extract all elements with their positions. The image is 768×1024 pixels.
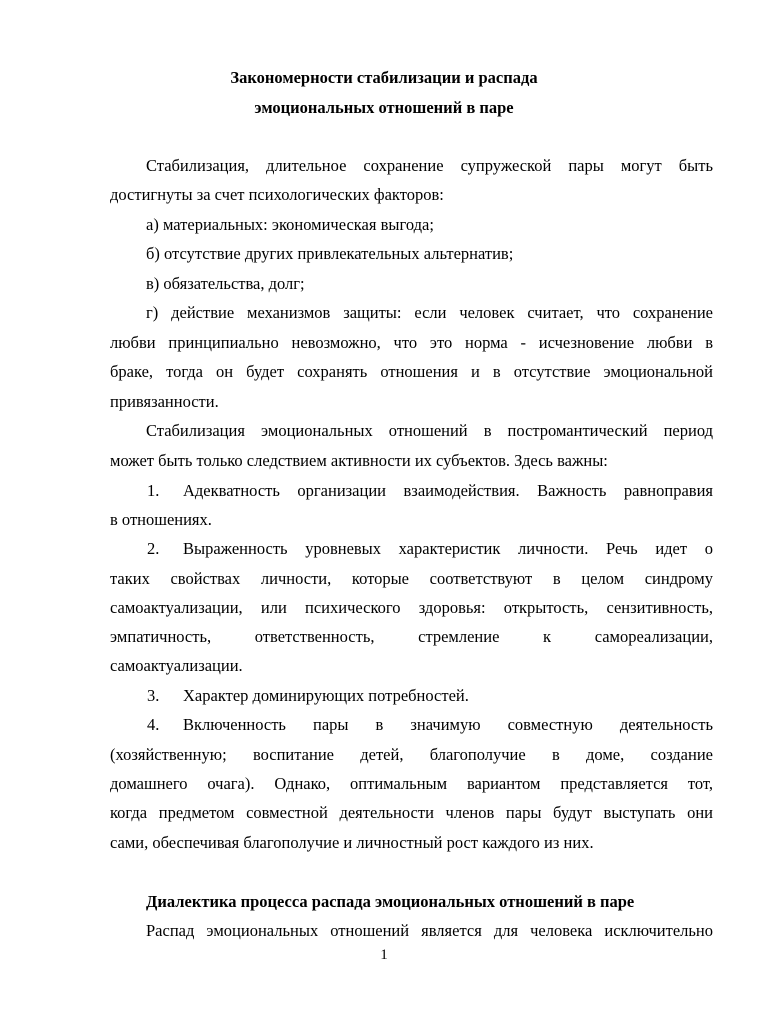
- list-item-text: самоактуализации, или психического здоровья: открытость, сензитивность,: [110, 598, 713, 617]
- list-item-text: эмпатичность, ответственность, стремление к самореализации,: [110, 627, 713, 646]
- list-item-g-line: браке, тогда он будет сохранять отношения и в отсутствие эмоциональной: [110, 362, 713, 381]
- document-title-line-1: Закономерности стабилизации и распада: [230, 68, 538, 87]
- list-item-a: а) материальных: экономическая выгода;: [146, 215, 434, 234]
- list-item-text: домашнего очага). Однако, оптимальным вариантом представляется тот,: [110, 774, 713, 793]
- list-item-g-line: привязанности.: [110, 392, 219, 411]
- paragraph-line: Стабилизация, длительное сохранение супружеской пары могут быть: [146, 156, 713, 175]
- list-item-b: б) отсутствие других привлекательных альтернатив;: [146, 244, 514, 263]
- list-number: 3.: [147, 686, 160, 705]
- paragraph-line: Распад эмоциональных отношений является для человека исключительно: [146, 921, 713, 940]
- list-item-text: Выраженность уровневых характеристик личности. Речь идет о: [183, 539, 713, 558]
- paragraph-line: может быть только следствием активности их субъектов. Здесь важны:: [110, 451, 608, 470]
- list-item-v: в) обязательства, долг;: [146, 274, 305, 293]
- section-subheading: Диалектика процесса распада эмоциональных отношений в паре: [146, 892, 635, 911]
- list-item-text: в отношениях.: [110, 510, 212, 529]
- list-item-text: Характер доминирующих потребностей.: [183, 686, 469, 705]
- list-item-text: когда предметом совместной деятельности членов пары будут выступать они: [110, 803, 713, 822]
- list-item-text: Включенность пары в значимую совместную деятельность: [183, 715, 713, 734]
- list-item-text: самоактуализации.: [110, 656, 243, 675]
- list-number: 2.: [147, 539, 160, 558]
- paragraph-line: достигнуты за счет психологических факторов:: [110, 185, 444, 204]
- page-number: 1: [380, 947, 388, 963]
- document-title-line-2: эмоциональных отношений в паре: [254, 98, 514, 117]
- list-item-text: (хозяйственную; воспитание детей, благополучие в доме, создание: [110, 745, 713, 764]
- list-item-text: сами, обеспечивая благополучие и личностный рост каждого из них.: [110, 833, 594, 852]
- list-item-text: Адекватность организации взаимодействия. Важность равноправия: [183, 481, 713, 500]
- list-item-g-line: г) действие механизмов защиты: если человек считает, что сохранение: [146, 303, 713, 322]
- paragraph-line: Стабилизация эмоциональных отношений в постромантический период: [146, 421, 713, 440]
- list-number: 1.: [147, 481, 160, 500]
- list-item-text: таких свойствах личности, которые соответствуют в целом синдрому: [110, 569, 713, 588]
- list-item-g-line: любви принципиально невозможно, что это норма - исчезновение любви в: [110, 333, 713, 352]
- list-number: 4.: [147, 715, 160, 734]
